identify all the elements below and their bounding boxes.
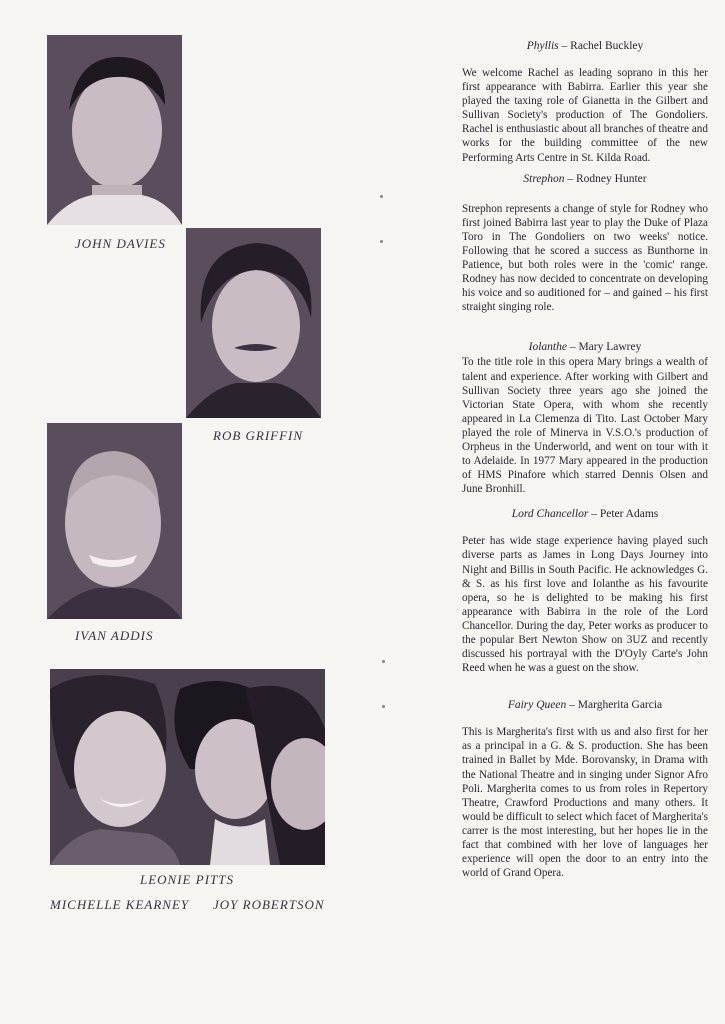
photo-john-davies xyxy=(47,35,182,225)
role-section-lord-chancellor xyxy=(462,508,708,675)
role-heading: Iolanthe – Mary Lawrey xyxy=(528,341,642,354)
performer-name: Rodney Hunter xyxy=(576,172,647,185)
punch-mark xyxy=(380,240,383,243)
caption-ivan-addis: IVAN ADDIS xyxy=(75,628,154,643)
role-heading: Lord Chancellor – Peter Adams xyxy=(511,508,659,521)
cast-biographies xyxy=(462,40,708,880)
photo-rob-griffin xyxy=(186,228,321,418)
role-section-iolanthe xyxy=(462,341,708,496)
caption-john-davies: JOHN DAVIES xyxy=(75,236,166,251)
photo-group-three-women xyxy=(50,669,325,865)
performer-name: Mary Lawrey xyxy=(578,341,642,354)
role-name: Iolanthe xyxy=(528,341,567,354)
caption-michelle-kearney: MICHELLE KEARNEY xyxy=(50,897,190,912)
role-bio: This is Margherita's first with us and also first for her as a principal in a G. & S. production. She has been trained in Ballet by Mde. Borovansky, in Drama with the National Theatre and in singing under Signor Afro Poli. Margherita comes to us from roles in Repertory Theatre, Crawford Productions and many others. It would be difficult to select which facet of Margherita's carrer is the most interesting, but her hopes lie in the fact that combined with her love of languages her experience will open the door to an entry into the world of Grand Opera. xyxy=(462,726,708,880)
role-section-phyllis xyxy=(462,40,708,165)
performer-name: Peter Adams xyxy=(599,508,659,521)
caption-joy-robertson: JOY ROBERTSON xyxy=(213,897,325,912)
punch-mark xyxy=(382,660,385,663)
caption-rob-griffin: ROB GRIFFIN xyxy=(213,428,304,443)
punch-mark xyxy=(382,705,385,708)
role-name: Lord Chancellor xyxy=(511,508,589,521)
role-bio: To the title role in this opera Mary brings a wealth of talent and experience. After working with Gilbert and Sullivan Society three years ago she joined the Victorian State Opera, with whom she recently appeared in La Clemenza di Tito. Last October Mary played the role of Minerva in V.S.O.'s production of Orpheus in the Underworld, and went on tour with it to Adelaide. In 1977 Mary appeared in the production of HMS Pinafore which starred Dennis Olsen and June Bronhill. xyxy=(462,356,708,496)
punch-mark xyxy=(380,195,383,198)
role-heading: Fairy Queen – Margherita Garcia xyxy=(507,699,663,712)
role-heading: Strephon – Rodney Hunter xyxy=(523,172,647,185)
role-section-fairy-queen xyxy=(462,699,708,880)
role-bio: Peter has wide stage experience having played such diverse parts as James in Long Days Journey into Night and Billis in South Pacific. He acknowledges G. & S. as his first love and Iolanthe as his favourite opera, so he is delighted to be making his first appearance with Babirra in the role of the Lord Chancellor. During the day, Peter works as producer to the popular Bert Newton Show on 3UZ and recently discussed his portrayal with the D'Oyly Carte's John Reed when he was a guest on the show. xyxy=(462,535,708,675)
caption-leonie-pitts: LEONIE PITTS xyxy=(140,872,234,887)
role-bio: Strephon represents a change of style for Rodney who first joined Babirra last year to play the Duke of Plaza Toro in The Gondoliers on two weeks' notice. Following that he scored a success as Bunthorne in Patience, but both roles were in the 'comic' range. Rodney has now decided to concentrate on developing his voice and so auditioned for – and gained – his first straight singing role. xyxy=(462,202,708,314)
role-name: Fairy Queen xyxy=(507,699,567,712)
role-heading: Phyllis – Rachel Buckley xyxy=(526,40,644,52)
photo-ivan-addis xyxy=(47,423,182,619)
performer-name: Margherita Garcia xyxy=(577,699,663,712)
role-bio: We welcome Rachel as leading soprano in this her first appearance with Babirra. Earlier this year she played the taxing role of Gianetta in the Gilbert and Sullivan Society's production of The Gondoliers. Rachel is enthusiastic about all branches of theatre and works for the building committee of the new Performing Arts Centre in St. Kilda Road. xyxy=(462,67,708,164)
role-name: Strephon xyxy=(523,172,565,185)
role-name: Phyllis xyxy=(526,40,559,52)
performer-name: Rachel Buckley xyxy=(570,40,644,52)
role-section-strephon xyxy=(462,173,708,315)
